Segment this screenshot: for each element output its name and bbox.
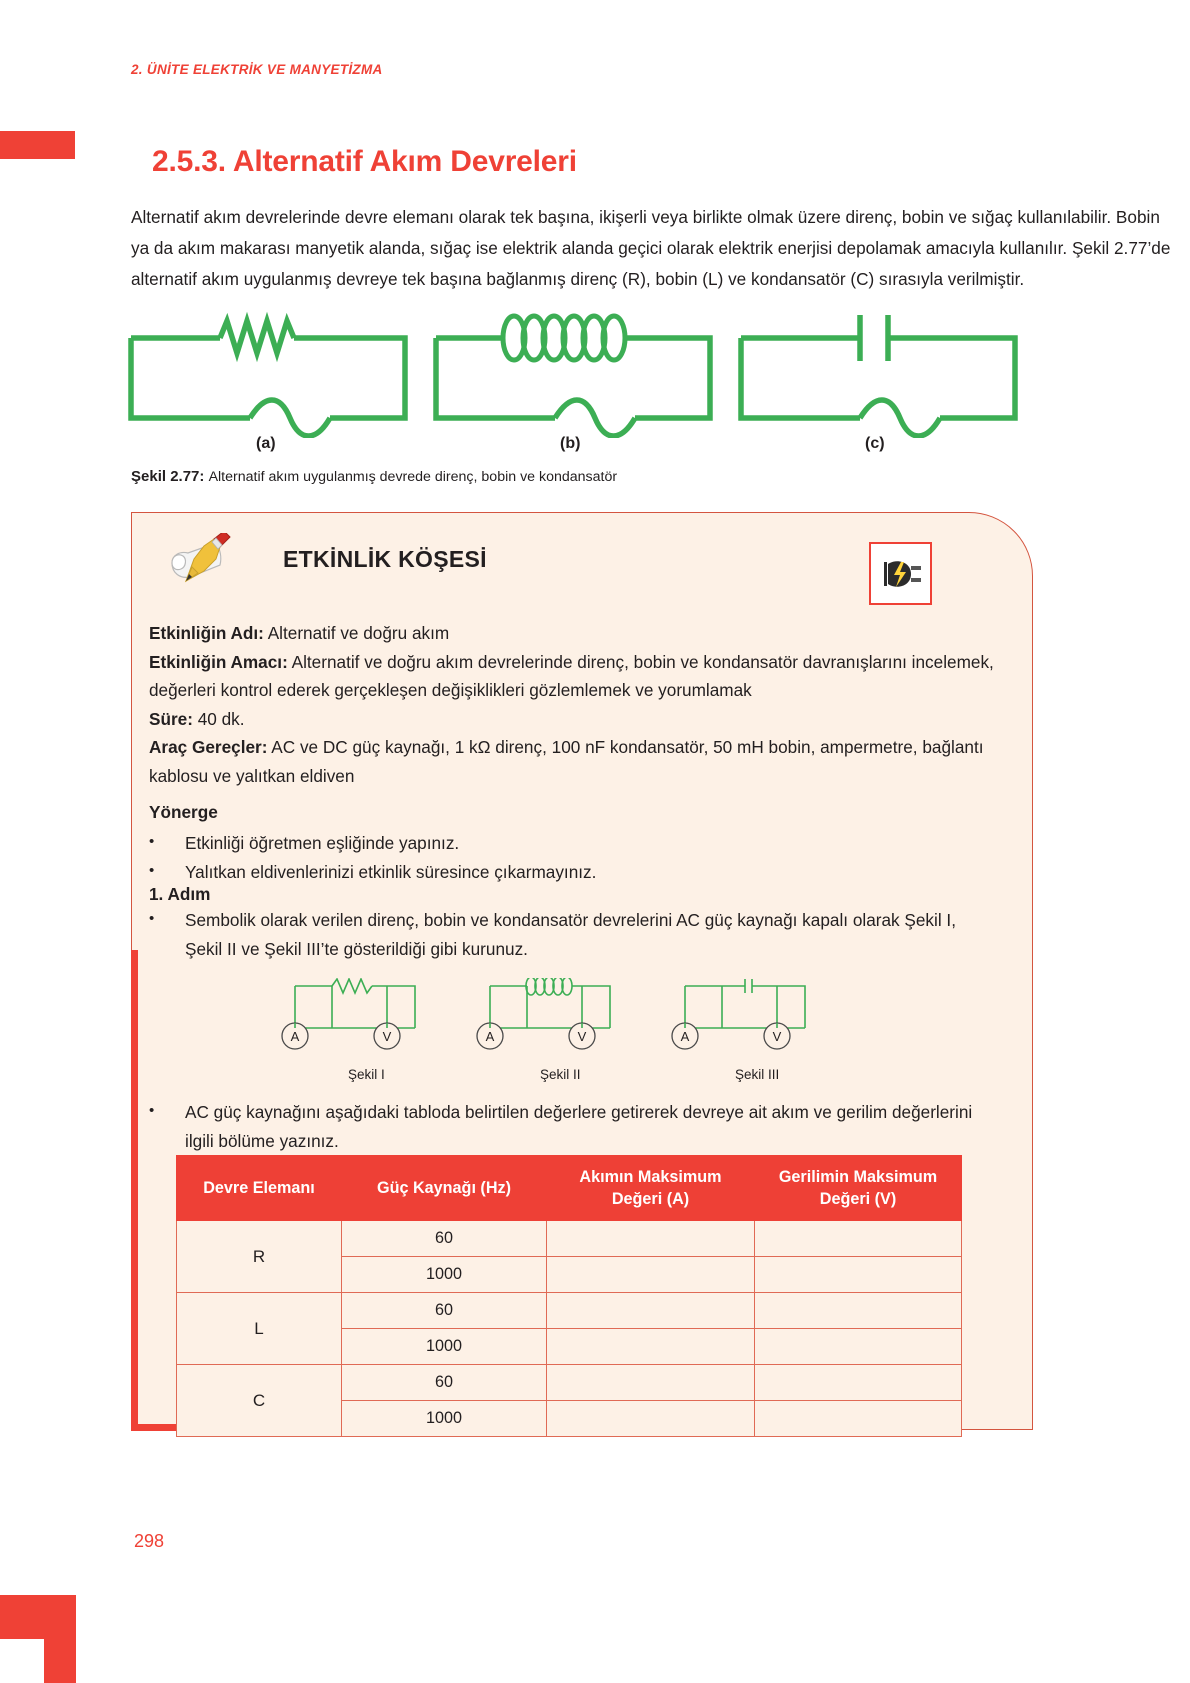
ac-source-b [555, 400, 635, 436]
circuit-c-wire-left [741, 338, 860, 418]
electric-plug-svg [871, 544, 930, 603]
table-cell-current-l-1[interactable] [547, 1293, 755, 1329]
activity-name-value: Alternatif ve doğru akım [263, 623, 450, 643]
table-cell-current-l-2[interactable] [547, 1329, 755, 1365]
mini-label-1: Şekil I [348, 1067, 385, 1082]
activity-duration-value: 40 dk. [192, 708, 245, 729]
circuit-b-wire-right [624, 338, 710, 418]
figure-circuits [120, 308, 1080, 438]
table-row [177, 1365, 962, 1401]
activity-materials-value: AC ve DC güç kaynağı, 1 kΩ direnç, 100 nF kondansatör, 50 mH bobin, ampermetre, bağlantı kablosu ve yalıtkan eldiven [149, 737, 984, 786]
fig1-right-wire [372, 986, 415, 1028]
table-header-voltage [755, 1156, 962, 1221]
mini-circuit-diagrams [275, 978, 875, 1068]
ammeter-2-label: A [485, 1029, 495, 1044]
pencil-paper-svg [168, 533, 268, 585]
activity-left-accent-bar [131, 950, 138, 1430]
activity-materials-label: Araç Gereçler: [149, 737, 268, 757]
step1-title: 1. Adım [149, 884, 211, 904]
page-top-red-tab [0, 131, 75, 159]
table-cell-freq-l-1: 60 [342, 1293, 547, 1329]
table-cell-freq-r-1: 60 [342, 1221, 547, 1257]
circuit-a-wire-left [131, 338, 250, 418]
circuit-diagrams-svg [120, 308, 1080, 438]
mini-circuits-svg [275, 978, 875, 1068]
fig2-right-wire [572, 986, 610, 1028]
activity-purpose-label: Etkinliğin Amacı: [149, 651, 288, 672]
page-number: 298 [134, 1531, 165, 1551]
table-cell-voltage-c-1[interactable] [755, 1365, 962, 1401]
voltmeter-3-label: V [772, 1029, 782, 1044]
table-row [177, 1221, 962, 1257]
table-header-voltage-line1: Gerilimin Maksimum [778, 1168, 938, 1186]
meter-letters [291, 1029, 782, 1044]
inductor-coil-b [503, 316, 625, 360]
voltmeter-2-label: V [577, 1029, 587, 1044]
fig3-right-wire [752, 986, 805, 1028]
list-item: • Yalıtkan eldivenlerinizi etkinlik süresince çıkarmayınız. [149, 858, 994, 887]
figure-sublabels [120, 435, 1080, 461]
circuit-a-wire-right [294, 338, 405, 418]
ac-source-c [860, 400, 940, 436]
table-cell-freq-l-2: 1000 [342, 1329, 547, 1365]
ac-source-a [250, 400, 330, 436]
pencil-paper-icon [168, 533, 268, 585]
figure-label-c: (c) [865, 435, 885, 452]
circuit-c-wire-right [888, 338, 1015, 418]
table-cell-element-l: L [177, 1293, 342, 1365]
page-title: 2.5.3. Alternatif Akım Devreleri [152, 145, 577, 179]
activity-materials-line [149, 733, 994, 790]
measurement-table [176, 1155, 962, 1437]
activity-duration-line [149, 705, 994, 734]
mini-label-3: Şekil III [735, 1067, 780, 1082]
figure-label-a: (a) [256, 435, 276, 452]
activity-purpose-line [149, 648, 994, 705]
table-cell-current-r-1[interactable] [547, 1221, 755, 1257]
table-cell-freq-c-1: 60 [342, 1365, 547, 1401]
voltmeter-1-label: V [382, 1029, 392, 1044]
activity-heading: ETKİNLİK KÖŞESİ [283, 546, 487, 572]
table-header-voltage-line2: Değeri (V) [819, 1190, 897, 1208]
ammeter-1-label: A [290, 1029, 300, 1044]
step2-body [149, 1098, 994, 1155]
table-cell-current-c-2[interactable] [547, 1401, 755, 1437]
table-cell-current-c-1[interactable] [547, 1365, 755, 1401]
table-header-row [177, 1156, 962, 1221]
table-header-current-line1: Akımın Maksimum [579, 1168, 722, 1186]
table-header-current [547, 1156, 755, 1221]
activity-duration-label: Süre: [149, 708, 193, 729]
table-cell-element-r: R [177, 1221, 342, 1293]
table-header-frequency: Güç Kaynağı (Hz) [342, 1156, 547, 1221]
table-cell-freq-c-2: 1000 [342, 1401, 547, 1437]
activity-purpose-value: Alternatif ve doğru akım devrelerinde direnç, bobin ve kondansatör davranışlarını incelemek, değerleri kontrol ederek gerçekleşen değişiklikleri gözlemlemek ve yorumlamak [149, 651, 994, 700]
figure-caption-text: Alternatif akım uygulanmış devrede direnç, bobin ve kondansatör [208, 469, 618, 485]
table-header-current-line2: Değeri (A) [611, 1190, 690, 1208]
figure-label-b: (b) [560, 435, 581, 452]
page-bottom-red-tab [0, 1595, 76, 1683]
activity-name-label: Etkinliğin Adı: [149, 623, 264, 643]
table-cell-current-r-2[interactable] [547, 1257, 755, 1293]
mini-label-2: Şekil II [540, 1067, 581, 1082]
figure-caption-number: Şekil 2.77: [131, 468, 205, 485]
directive-bullets [149, 829, 994, 886]
directive-title: Yönerge [149, 802, 218, 822]
electric-plug-icon [869, 542, 932, 605]
mini-circuit-labels [275, 1067, 875, 1089]
running-head: 2. ÜNİTE ELEKTRİK VE MANYETİZMA [131, 62, 383, 77]
list-item: • AC güç kaynağını aşağıdaki tabloda belirtilen değerlere getirerek devreye ait akım ve gerilim değerlerini ilgili bölüme yazınız. [149, 1098, 994, 1155]
circuit-b-wire-left [436, 338, 555, 418]
intro-paragraph: Alternatif akım devrelerinde devre elemanı olarak tek başına, ikişerli veya birlikte olmak üzere direnç, bobin ve sığaç kullanılabilir. Bobin ya da akım makarası manyetik alanda, sığaç ise elektrik alanda geçici olarak elektrik enerjisi depolamak amacıyla kullanılır. Şekil 2.77’de alternatif akım uygulanmış devreye tek başına bağlanmış direnç (R), bobin (L) ve kondansatör (C) sırasıyla verilmiştir. [131, 207, 1171, 290]
step1-body [149, 906, 994, 963]
list-item: • Etkinliği öğretmen eşliğinde yapınız. [149, 829, 994, 858]
table-cell-freq-r-2: 1000 [342, 1257, 547, 1293]
figure-caption [131, 468, 617, 485]
resistor-zigzag-a [220, 321, 294, 353]
ammeter-3-label: A [680, 1029, 690, 1044]
table-cell-voltage-r-2[interactable] [755, 1257, 962, 1293]
activity-body [149, 619, 994, 790]
list-item: • Sembolik olarak verilen direnç, bobin ve kondansatör devrelerini AC güç kaynağı kapalı olarak Şekil I, Şekil II ve Şekil III’te gösterildiği gibi kurunuz. [149, 906, 994, 963]
table-header-element: Devre Elemanı [177, 1156, 342, 1221]
table-cell-element-c: C [177, 1365, 342, 1437]
table-cell-voltage-l-1[interactable] [755, 1293, 962, 1329]
table-cell-voltage-r-1[interactable] [755, 1221, 962, 1257]
fig2-coil [526, 978, 572, 995]
fig1-resistor [332, 979, 372, 993]
table-cell-voltage-c-2[interactable] [755, 1401, 962, 1437]
table-cell-voltage-l-2[interactable] [755, 1329, 962, 1365]
table-row [177, 1293, 962, 1329]
activity-name-line [149, 619, 994, 648]
